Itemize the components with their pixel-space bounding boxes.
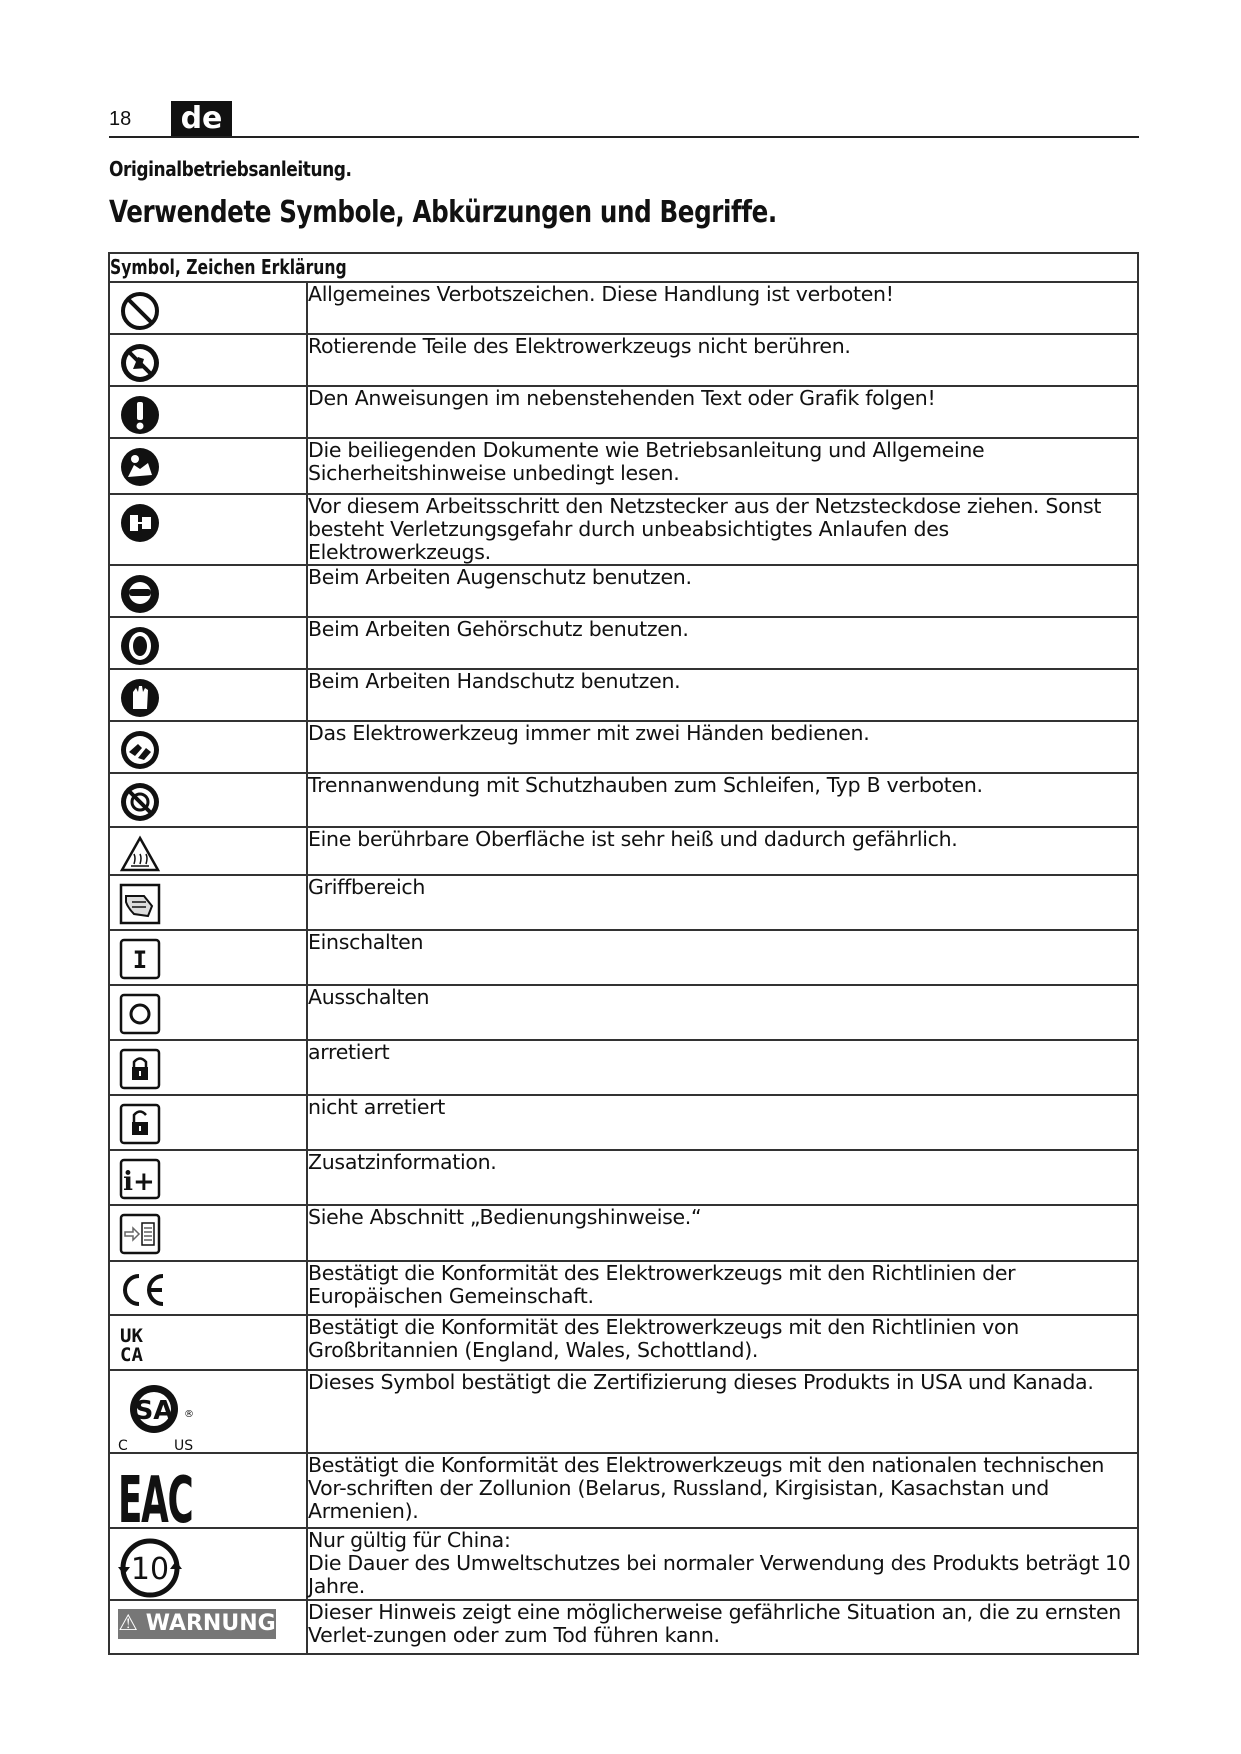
- see-section-icon: [118, 1212, 162, 1256]
- page-number: 18: [109, 108, 132, 130]
- warning-label-text: WARNUNG: [145, 1611, 276, 1636]
- row-text: Siehe Abschnitt „Bedienungshinweise.“: [307, 1205, 1138, 1261]
- svg-text:SA: SA: [134, 1396, 174, 1426]
- row-text: Bestätigt die Konformität des Elektrowerkzeugs mit den Richtlinien von Großbritannien (England, Wales, Schottland).: [307, 1315, 1138, 1370]
- row-text: Allgemeines Verbotszeichen. Diese Handlung ist verboten!: [307, 282, 1138, 334]
- table-row: [109, 334, 1138, 386]
- row-text: Vor diesem Arbeitsschritt den Netzstecker aus der Netzsteckdose ziehen. Sonst besteht Verletzungsgefahr durch unbeabsichtigtes Anlaufen des Elektrowerkzeugs.: [307, 494, 1138, 565]
- ukca-mark-icon: [118, 1322, 162, 1366]
- table-row: [109, 721, 1138, 773]
- table-row: [109, 1150, 1138, 1205]
- table-row: [109, 1528, 1138, 1600]
- row-text: Trennanwendung mit Schutzhauben zum Schleifen, Typ B verboten.: [307, 773, 1138, 827]
- table-row: [109, 1600, 1138, 1654]
- column-header-explanation: Erklärung: [260, 255, 347, 279]
- china-10-years-icon: [118, 1535, 188, 1601]
- row-text: Griffbereich: [307, 875, 1138, 930]
- hand-protection-icon: [118, 676, 162, 720]
- table-row: [109, 875, 1138, 930]
- prohibition-icon: [118, 289, 162, 333]
- locked-icon: [118, 1047, 162, 1091]
- table-row: [109, 282, 1138, 334]
- table-row: [109, 1370, 1138, 1453]
- hot-surface-icon: [118, 834, 162, 874]
- row-text: Eine berührbare Oberfläche ist sehr heiß und dadurch gefährlich.: [307, 827, 1138, 875]
- row-text: arretiert: [307, 1040, 1138, 1095]
- column-header-symbol: Symbol, Zeichen: [110, 255, 256, 279]
- china-years-label: 10: [130, 1552, 170, 1587]
- ear-protection-icon: [118, 624, 162, 668]
- table-row: [109, 438, 1138, 494]
- info-plus-icon: [118, 1157, 162, 1201]
- eac-mark-icon: [118, 1460, 198, 1528]
- ukca-bottom-label: CA: [120, 1344, 143, 1366]
- eye-protection-icon: [118, 572, 162, 616]
- language-badge: de: [171, 101, 232, 137]
- unplug-icon: [118, 501, 162, 545]
- table-row: [109, 669, 1138, 721]
- row-text: Beim Arbeiten Handschutz benutzen.: [307, 669, 1138, 721]
- table-row: [109, 1095, 1138, 1150]
- grip-area-icon: [118, 882, 162, 926]
- table-row: [109, 827, 1138, 875]
- ukca-top-label: UK: [120, 1325, 143, 1347]
- power-on-label: I: [132, 946, 148, 974]
- table-header: [109, 253, 1138, 282]
- row-text: Die beiliegenden Dokumente wie Betriebsanleitung und Allgemeine Sicherheitshinweise unbedingt lesen.: [307, 438, 1138, 494]
- csa-us-label: US: [174, 1438, 194, 1453]
- table-row: [109, 386, 1138, 438]
- row-text: Den Anweisungen im nebenstehenden Text oder Grafik folgen!: [307, 386, 1138, 438]
- row-text: Bestätigt die Konformität des Elektrowerkzeugs mit den nationalen technischen Vor-schriften der Zollunion (Belarus, Russland, Kirgisistan, Kasachstan und Armenien).: [307, 1453, 1138, 1528]
- row-text: Dieses Symbol bestätigt die Zertifizierung dieses Produkts in USA und Kanada.: [307, 1370, 1138, 1453]
- row-text: Zusatzinformation.: [307, 1150, 1138, 1205]
- row-text: Beim Arbeiten Augenschutz benutzen.: [307, 565, 1138, 617]
- table-row: [109, 985, 1138, 1040]
- table-row: [109, 565, 1138, 617]
- table-row: [109, 617, 1138, 669]
- table-row: [109, 1315, 1138, 1370]
- table-row: [109, 930, 1138, 985]
- table-row: [109, 1040, 1138, 1095]
- svg-text:®: ®: [184, 1409, 194, 1420]
- warning-label-icon: ⚠ WARNUNG: [118, 1609, 276, 1639]
- header-divider: [109, 136, 1139, 138]
- do-not-touch-rotating-parts-icon: [118, 341, 162, 385]
- row-text: nicht arretiert: [307, 1095, 1138, 1150]
- row-text: Einschalten: [307, 930, 1138, 985]
- table-row: [109, 494, 1138, 565]
- unlocked-icon: [118, 1102, 162, 1146]
- power-off-icon: [118, 992, 162, 1036]
- ce-mark-icon: [118, 1268, 168, 1312]
- eac-label: EAC: [118, 1463, 193, 1528]
- table-row: [109, 773, 1138, 827]
- table-header-row: [109, 253, 1138, 282]
- document-subtitle: Originalbetriebsanleitung.: [109, 157, 352, 181]
- row-text: [307, 1528, 1138, 1600]
- exclamation-mandatory-icon: [118, 393, 162, 437]
- table-row: [109, 1453, 1138, 1528]
- row-text: Bestätigt die Konformität des Elektrowerkzeugs mit den Richtlinien der Europäischen Gemeinschaft.: [307, 1261, 1138, 1315]
- row-text: Ausschalten: [307, 985, 1138, 1040]
- power-on-icon: [118, 937, 162, 981]
- csa-mark-icon: [118, 1377, 208, 1453]
- no-cutting-guard-icon: [118, 780, 162, 824]
- table-row: [109, 1261, 1138, 1315]
- page-title: Verwendete Symbole, Abkürzungen und Begriffe.: [109, 195, 777, 230]
- csa-c-label: C: [118, 1438, 128, 1453]
- row-text: Beim Arbeiten Gehörschutz benutzen.: [307, 617, 1138, 669]
- row-text-line: Die Dauer des Umweltschutzes bei normaler Verwendung des Produkts beträgt 10 Jahre.: [308, 1551, 1131, 1598]
- row-text-line: Nur gültig für China:: [308, 1528, 511, 1552]
- row-text: Das Elektrowerkzeug immer mit zwei Händen bedienen.: [307, 721, 1138, 773]
- row-text: Dieser Hinweis zeigt eine möglicherweise gefährliche Situation an, die zu ernsten Verlet-zungen oder zum Tod führen kann.: [307, 1600, 1138, 1654]
- symbols-table: [108, 252, 1139, 1655]
- read-manual-icon: [118, 445, 162, 489]
- two-hands-icon: [118, 728, 162, 772]
- row-text: Rotierende Teile des Elektrowerkzeugs nicht berühren.: [307, 334, 1138, 386]
- table-row: [109, 1205, 1138, 1261]
- info-label: i+: [123, 1167, 155, 1197]
